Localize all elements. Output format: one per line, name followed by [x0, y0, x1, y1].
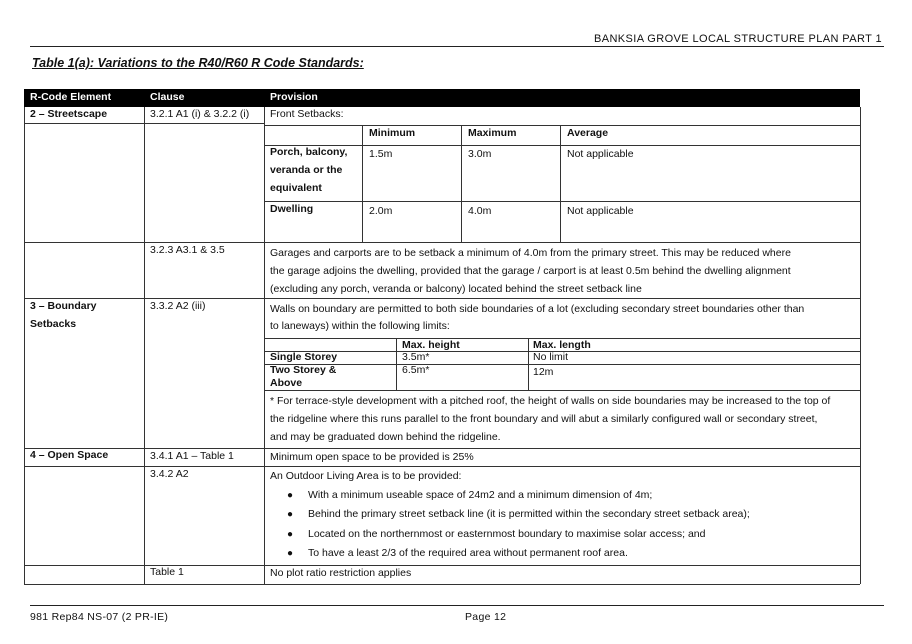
- open-space-minimum: Minimum open space to be provided is 25%: [270, 451, 474, 463]
- column-header-provision: Provision: [270, 91, 318, 103]
- two-storey-length: 12m: [533, 366, 554, 378]
- two-storey-label-line-2: Above: [270, 377, 303, 389]
- clause-3-3-2: 3.3.2 A2 (iii): [150, 300, 206, 312]
- dwelling-maximum: 4.0m: [468, 205, 492, 217]
- two-storey-label-line-1: Two Storey &: [270, 364, 337, 376]
- front-setbacks-label: Front Setbacks:: [270, 108, 344, 120]
- outdoor-bullet-1: With a minimum useable space of 24m2 and a minimum dimension of 4m;: [308, 489, 653, 501]
- dwelling-minimum: 2.0m: [369, 205, 393, 217]
- footer-page-number: Page 12: [465, 611, 507, 623]
- element-streetscape: 2 – Streetscape: [30, 108, 108, 120]
- clause-table-1: Table 1: [150, 566, 184, 578]
- terrace-note-line-3: and may be graduated down behind the ridgeline.: [270, 431, 501, 443]
- element-boundary-line-2: Setbacks: [30, 318, 77, 330]
- terrace-note-line-2: the ridgeline where this runs parallel to the front boundary and will abut a similarly configured wall or secondary street,: [270, 413, 818, 425]
- element-boundary-line-1: 3 – Boundary: [30, 300, 97, 312]
- footer-document-ref: 981 Rep84 NS-07 (2 PR-IE): [30, 611, 169, 623]
- porch-minimum: 1.5m: [369, 148, 393, 160]
- column-header-clause: Clause: [150, 91, 185, 103]
- column-header-element: R-Code Element: [30, 91, 112, 103]
- bullet-icon: ●: [287, 548, 294, 559]
- porch-label-line-2: veranda or the: [270, 164, 343, 176]
- boundary-intro-line-2: to laneways) within the following limits:: [270, 320, 450, 332]
- subheader-minimum: Minimum: [369, 127, 416, 139]
- boundary-intro-line-1: Walls on boundary are permitted to both side boundaries of a lot (excluding secondary street boundaries other than: [270, 303, 805, 315]
- porch-maximum: 3.0m: [468, 148, 492, 160]
- porch-label-line-1: Porch, balcony,: [270, 146, 348, 158]
- table-title: Table 1(a): Variations to the R40/R60 R Code Standards:: [32, 56, 364, 70]
- footer-rule: [30, 605, 884, 606]
- clause-3-4-1: 3.4.1 A1 – Table 1: [150, 450, 234, 462]
- single-storey-length: No limit: [533, 351, 569, 363]
- garages-line-2: the garage adjoins the dwelling, provided that the garage / carport is at least 0.5m behind the dwelling alignment: [270, 265, 791, 277]
- plot-ratio-provision: No plot ratio restriction applies: [270, 567, 412, 579]
- bullet-icon: ●: [287, 490, 294, 501]
- bullet-icon: ●: [287, 529, 294, 540]
- outdoor-bullet-2: Behind the primary street setback line (it is permitted within the secondary street setback area);: [308, 508, 750, 520]
- subheader-maximum: Maximum: [468, 127, 517, 139]
- garages-line-1: Garages and carports are to be setback a minimum of 4.0m from the primary street. This may be reduced where: [270, 247, 791, 259]
- two-storey-height: 6.5m*: [402, 364, 430, 376]
- terrace-note-line-1: * For terrace-style development with a pitched roof, the height of walls on side boundaries may be increased to the top of: [270, 395, 831, 407]
- element-open-space: 4 – Open Space: [30, 449, 109, 461]
- clause-3-2-3: 3.2.3 A3.1 & 3.5: [150, 244, 225, 256]
- outdoor-living-intro: An Outdoor Living Area is to be provided:: [270, 470, 462, 482]
- dwelling-label: Dwelling: [270, 203, 314, 215]
- clause-3-2-1: 3.2.1 A1 (i) & 3.2.2 (i): [150, 108, 250, 120]
- outdoor-bullet-4: To have a least 2/3 of the required area without permanent roof area.: [308, 547, 628, 559]
- header-rule: [30, 46, 884, 47]
- porch-average: Not applicable: [567, 148, 634, 160]
- outdoor-bullet-3: Located on the northernmost or easternmost boundary to maximise solar access; and: [308, 528, 706, 540]
- bullet-icon: ●: [287, 509, 294, 520]
- dwelling-average: Not applicable: [567, 205, 634, 217]
- subheader-average: Average: [567, 127, 609, 139]
- subheader-max-height: Max. height: [402, 339, 460, 351]
- single-storey-height: 3.5m*: [402, 351, 430, 363]
- clause-3-4-2: 3.4.2 A2: [150, 468, 189, 480]
- subheader-max-length: Max. length: [533, 339, 591, 351]
- document-header-title: BANKSIA GROVE LOCAL STRUCTURE PLAN PART 1: [593, 33, 882, 45]
- porch-label-line-3: equivalent: [270, 182, 322, 194]
- single-storey-label: Single Storey: [270, 351, 338, 363]
- garages-line-3: (excluding any porch, veranda or balcony) located behind the street setback line: [270, 283, 642, 295]
